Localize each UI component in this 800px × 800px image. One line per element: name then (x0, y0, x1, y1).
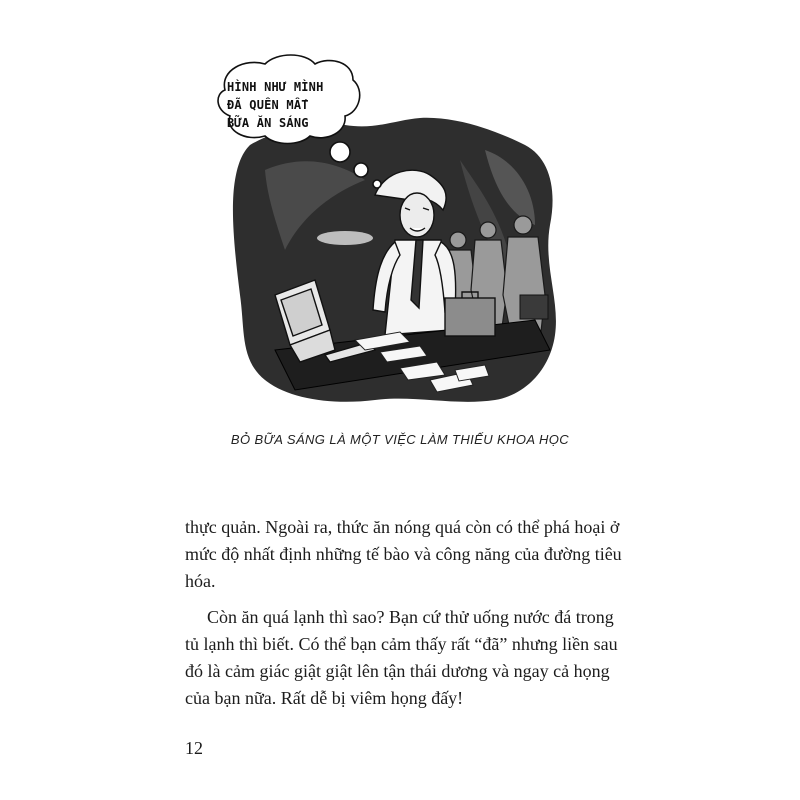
illustration-caption: BỎ BỮA SÁNG LÀ MỘT VIỆC LÀM THIẾU KHOA HỌC (230, 432, 570, 447)
briefcase (445, 298, 495, 336)
paragraph: Còn ăn quá lạnh thì sao? Bạn cứ thử uống nước đá trong tủ lạnh thì biết. Có thể bạn cảm thấy rất “đã” nhưng liền sau đó là cảm giác giật giật lên tận thái dương và ngay cả họng của bạn nữa. Rất dễ bị viêm họng đấy! (185, 607, 618, 708)
page-number: 12 (185, 738, 203, 758)
paragraph: thực quản. Ngoài ra, thức ăn nóng quá còn có thể phá hoại ở mức độ nhất định những tế bào và công năng của đường tiêu hóa. (185, 517, 622, 591)
speech-bubble-text (227, 78, 337, 132)
bubble-line: ĐÃ QUÊN MẤT (227, 98, 309, 112)
bubble-line: BỮA ĂN SÁNG (227, 116, 309, 130)
bubble-line: HÌNH NHƯ MÌNH (227, 80, 324, 94)
body-text (185, 514, 625, 712)
briefcase-right (520, 295, 548, 319)
lamp (317, 231, 373, 245)
